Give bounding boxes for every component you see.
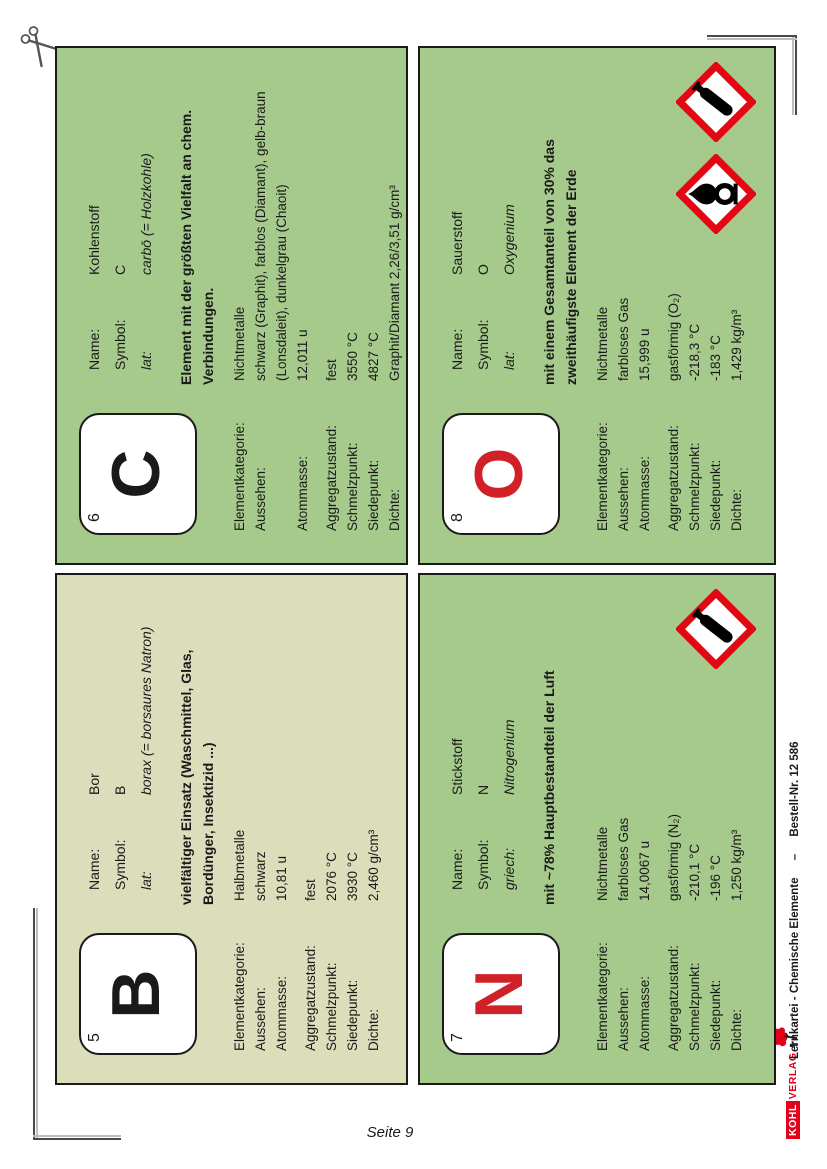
element-card — [418, 573, 776, 1085]
footer-series-title: Lernkartei - Chemische Elemente — [789, 877, 801, 1059]
property-row — [321, 54, 342, 531]
property-value: 2,460 g/cm³ — [366, 829, 381, 901]
element-description: mit einem Gesamtanteil von 30% das zweithäufigste Element der Erde — [541, 139, 579, 385]
property-label: Aussehen: — [253, 987, 268, 1051]
head-row — [81, 153, 107, 370]
head-row-value: borax (= borsaures Natron) — [138, 626, 154, 795]
property-value: Graphit/Diamant 2,26/3,51 g/cm³ — [387, 185, 402, 381]
property-value: 1,429 kg/m³ — [729, 309, 744, 381]
element-symbol-box — [442, 413, 560, 535]
head-row — [444, 204, 470, 370]
head-row-label: griech: — [501, 847, 517, 890]
element-letter: N — [461, 969, 537, 1019]
head-row-value: B — [112, 785, 128, 795]
cut-line-right — [707, 35, 797, 37]
ghs-oxidizer-icon — [676, 154, 756, 234]
property-value: 14,0067 u — [637, 840, 652, 901]
head-row-label: Name: — [449, 328, 465, 370]
property-label: Schmelzpunkt: — [324, 962, 339, 1051]
publisher-logo-kohl: KOHL — [786, 1101, 800, 1139]
element-head-rows — [81, 153, 159, 370]
element-description: vielfältiger Einsatz (Waschmittel, Glas, Bordünger, Insektizid ...) — [178, 649, 216, 905]
property-label: Siedepunkt: — [708, 459, 723, 531]
head-row — [470, 720, 496, 890]
head-row-value: carbō (= Holzkohle) — [138, 153, 154, 275]
property-label: Dichte: — [729, 488, 744, 531]
head-row-label: Name: — [86, 328, 102, 370]
footer-order-number: Bestell-Nr. 12 586 — [789, 741, 801, 837]
element-properties — [229, 581, 384, 1051]
head-row — [496, 204, 522, 370]
property-label: Aggregatzustand: — [303, 945, 318, 1051]
element-letter: B — [98, 969, 174, 1019]
element-symbol-box — [79, 933, 197, 1055]
property-value: Nichtmetalle — [595, 306, 610, 381]
property-value: farbloses Gas — [616, 297, 631, 381]
property-value: farbloses Gas — [616, 817, 631, 901]
property-value: Nichtmetalle — [232, 306, 247, 381]
property-label: Siedepunkt: — [345, 979, 360, 1051]
property-label: Atommasse: — [637, 455, 652, 531]
property-row — [613, 581, 634, 1051]
property-row — [250, 54, 292, 531]
element-letter: O — [461, 447, 537, 501]
property-row — [321, 581, 342, 1051]
head-row — [107, 153, 133, 370]
property-value: schwarz — [253, 851, 268, 901]
element-card — [55, 573, 408, 1085]
head-row — [496, 720, 522, 890]
property-label: Aussehen: — [616, 467, 631, 531]
head-row-label: Symbol: — [112, 319, 128, 370]
atomic-number: 8 — [449, 513, 466, 522]
property-label: Atommasse: — [295, 455, 310, 531]
atomic-number: 7 — [449, 1033, 466, 1042]
property-value: gasförmig (N₂) — [666, 813, 681, 901]
head-row-value: C — [112, 264, 128, 275]
property-value: Halbmetalle — [232, 829, 247, 901]
head-row-value: Kohlenstoff — [86, 205, 102, 275]
page-number: Seite 9 — [366, 1124, 414, 1141]
element-card — [418, 46, 776, 565]
property-row — [384, 54, 405, 531]
property-value: 3930 °C — [345, 852, 360, 901]
head-row-label: Symbol: — [475, 839, 491, 890]
property-label: Dichte: — [387, 488, 402, 531]
property-label: Siedepunkt: — [366, 459, 381, 531]
property-label: Atommasse: — [637, 975, 652, 1051]
head-row — [133, 153, 159, 370]
property-value: 1,250 kg/m³ — [729, 829, 744, 901]
property-label: Aussehen: — [253, 467, 268, 531]
property-row — [229, 54, 250, 531]
head-row-label: lat: — [138, 871, 154, 890]
property-value: fest — [303, 879, 318, 901]
head-row-value: Stickstoff — [449, 738, 465, 795]
head-row — [444, 720, 470, 890]
property-row — [363, 581, 384, 1051]
property-value: schwarz (Graphit), farblos (Diamant), gelb-braun (Lonsdaleit), dunkelgrau (Chaoit) — [253, 91, 289, 381]
property-label: Aussehen: — [616, 987, 631, 1051]
property-label: Elementkategorie: — [595, 422, 610, 531]
footer-separator: – — [789, 853, 801, 861]
head-row-label: Symbol: — [112, 839, 128, 890]
element-description: Element mit der größten Vielfalt an chem. Verbindungen. — [178, 109, 216, 385]
property-label: Aggregatzustand: — [324, 425, 339, 531]
element-description: mit ~78% Hauptbestandteil der Luft — [541, 670, 557, 905]
ghs-gas-cylinder-icon — [676, 62, 756, 142]
property-label: Schmelzpunkt: — [345, 442, 360, 531]
cut-line-top — [33, 908, 35, 1140]
element-head-rows — [81, 627, 159, 890]
head-row-value: Sauerstoff — [449, 211, 465, 275]
element-properties — [229, 54, 405, 531]
property-row — [292, 54, 313, 531]
property-value: 15,999 u — [637, 328, 652, 381]
head-row-label: lat: — [138, 351, 154, 370]
head-row-value: N — [475, 784, 491, 795]
property-value: 12,011 u — [295, 329, 310, 381]
publisher-logo-words — [786, 1052, 800, 1139]
ghs-pictograms — [676, 589, 756, 669]
head-row-value: Bor — [86, 773, 102, 795]
property-row — [592, 54, 613, 531]
element-symbol-box — [442, 933, 560, 1055]
property-value: -196 °C — [708, 855, 723, 901]
head-row — [81, 627, 107, 890]
property-label: Dichte: — [366, 1008, 381, 1051]
property-value: -183 °C — [708, 335, 723, 381]
atomic-number: 5 — [86, 1033, 103, 1042]
head-row — [470, 204, 496, 370]
property-label: Schmelzpunkt: — [687, 962, 702, 1051]
property-label: Dichte: — [729, 1008, 744, 1051]
property-value: -218,3 °C — [687, 323, 702, 381]
property-value: Nichtmetalle — [595, 826, 610, 901]
property-value: 2076 °C — [324, 852, 339, 901]
head-row-label: Symbol: — [475, 319, 491, 370]
property-row — [613, 54, 634, 531]
head-row-value: O — [475, 264, 491, 275]
property-label: Aggregatzustand: — [666, 425, 681, 531]
cut-line-bottom — [795, 35, 797, 115]
property-row — [634, 581, 655, 1051]
property-value: 4827 °C — [366, 332, 381, 381]
property-label: Elementkategorie: — [232, 942, 247, 1051]
property-label: Elementkategorie: — [232, 422, 247, 531]
ghs-gas-cylinder-icon — [676, 589, 756, 669]
property-row — [229, 581, 250, 1051]
property-row — [250, 581, 271, 1051]
head-row-value: Nitrogenium — [501, 719, 517, 795]
property-row — [342, 581, 363, 1051]
property-row — [300, 581, 321, 1051]
property-label: Schmelzpunkt: — [687, 442, 702, 531]
property-value: 10,81 u — [274, 855, 289, 901]
element-card — [55, 46, 408, 565]
element-head-rows — [444, 720, 522, 890]
atomic-number: 6 — [86, 513, 103, 522]
footer-series-line — [789, 741, 801, 1059]
property-row — [342, 54, 363, 531]
publisher-logo-verlag: VERLAG — [787, 1052, 799, 1100]
element-letter: C — [98, 449, 174, 499]
head-row — [107, 627, 133, 890]
head-row-value: Oxygenium — [501, 204, 517, 275]
property-label: Elementkategorie: — [595, 942, 610, 1051]
element-symbol-box — [79, 413, 197, 535]
property-row — [634, 54, 655, 531]
head-row-label: lat: — [501, 351, 517, 370]
ghs-pictograms — [676, 62, 756, 234]
head-row-label: Name: — [449, 848, 465, 890]
property-row — [363, 54, 384, 531]
property-value: 3550 °C — [345, 332, 360, 381]
property-label: Aggregatzustand: — [666, 945, 681, 1051]
property-value: fest — [324, 359, 339, 381]
property-row — [271, 581, 292, 1051]
head-row-label: Name: — [86, 848, 102, 890]
property-value: -210,1 °C — [687, 843, 702, 901]
head-row — [133, 627, 159, 890]
property-value: gasförmig (O₂) — [666, 293, 681, 381]
property-row — [592, 581, 613, 1051]
element-head-rows — [444, 204, 522, 370]
property-label: Atommasse: — [274, 975, 289, 1051]
property-label: Siedepunkt: — [708, 979, 723, 1051]
